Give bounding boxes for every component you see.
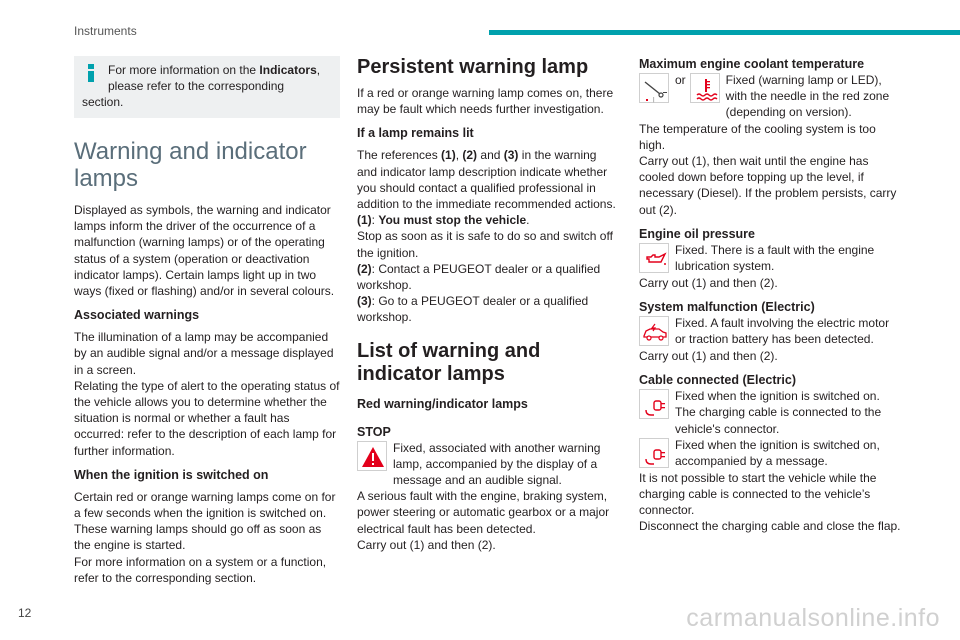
list-heading: List of warning and indicator lamps <box>357 339 541 385</box>
persistent-paragraph: If a red or orange warning lamp comes on, there may be fault which needs further investigation. <box>357 86 614 117</box>
page-number: 12 <box>18 606 32 620</box>
svg-text:|: | <box>653 97 655 103</box>
cable-paragraph-3: Disconnect the charging cable and close the flap. <box>639 519 901 534</box>
red-lamps-heading: Red warning/indicator lamps <box>357 396 528 411</box>
associated-paragraph-1: The illumination of a lamp may be accompanied by an audible signal and/or a message displayed in a screen. <box>74 330 334 377</box>
persistent-heading: Persistent warning lamp <box>357 56 589 78</box>
cable-description-1: Fixed when the ignition is switched on. The charging cable is connected to the vehicle's connector. <box>675 389 882 436</box>
reference-1: (1): You must stop the vehicle. <box>357 213 530 228</box>
oil-pressure-heading: Engine oil pressure <box>639 226 756 241</box>
reference-3: (3): Go to a PEUGEOT dealer or a qualified workshop. <box>357 294 589 325</box>
reference-2: (2): Contact a PEUGEOT dealer or a qualified workshop. <box>357 261 601 293</box>
stop-paragraph-3: Carry out (1) and then (2). <box>357 537 496 552</box>
cable-heading: Cable connected (Electric) <box>639 373 796 388</box>
info-box <box>74 56 340 118</box>
column-3 <box>639 56 901 535</box>
coolant-heading: Maximum engine coolant temperature <box>639 57 865 71</box>
cable-description-2: Fixed when the ignition is switched on, accompanied by a message. <box>675 437 880 469</box>
system-paragraph-2: Carry out (1) and then (2). <box>639 349 778 364</box>
running-header: Instruments <box>74 24 137 38</box>
column-1 <box>74 56 340 586</box>
column-2 <box>357 56 619 553</box>
stop-paragraph-2: A serious fault with the engine, braking system, power steering or automatic gearbox or a major electrical fault has been detected. <box>357 489 610 536</box>
oil-paragraph-2: Carry out (1) and then (2). <box>639 275 778 290</box>
charging-plug-icon-2 <box>639 438 669 468</box>
info-icon <box>88 64 94 82</box>
coolant-paragraph-2: The temperature of the cooling system is too high. <box>639 121 876 152</box>
oil-can-icon <box>639 243 669 273</box>
cable-paragraph-2: It is not possible to start the vehicle while the charging cable is connected to the vehicle’s connector. <box>639 470 877 518</box>
reference-1-text: Stop as soon as it is safe to do so and switch off the ignition. <box>357 229 613 260</box>
system-description: Fixed. A fault involving the electric motor or traction battery has been detected. <box>675 316 890 347</box>
info-text: For more information on the Indicators, please refer to the corresponding <box>108 63 321 93</box>
coolant-description: Fixed (warning lamp or LED), with the needle in the red zone (depending on version). <box>725 73 890 120</box>
stop-description: Fixed, associated with another warning lamp, accompanied by the display of a message and an audible signal. <box>393 440 601 488</box>
intro-paragraph: Displayed as symbols, the warning and indicator lamps inform the driver of the occurrence of a malfunction (warning lamps) or of the operating status of a system (operation or deactivation indicator lamps). Certain lamps light up in two ways (fixed or flashing) and/or in several colours. <box>74 203 335 299</box>
oil-description: Fixed. There is a fault with the engine lubrication system. <box>675 242 875 274</box>
coolant-temperature-icon <box>690 73 720 103</box>
associated-paragraph-2: Relating the type of alert to the operating status of the vehicle allows you to determine whether the situation is normal or whether a fault has occurred: refer to the description of each lamp for further information. <box>74 378 340 458</box>
header-accent-bar <box>489 30 960 35</box>
charging-plug-icon <box>639 389 669 419</box>
coolant-gauge-icon <box>639 73 669 103</box>
section-title: Warning and indicator lamps <box>74 138 307 192</box>
references-paragraph: The references (1), (2) and (3) in the warning and indicator lamp description indicate whether you should contact a qualified professional in addition to the immediate recommended actions. <box>357 148 616 212</box>
ignition-paragraph-1: Certain red or orange warning lamps come on for a few seconds when the ignition is switched on. These warning lamps should go off as soon as the engine is started. <box>74 489 336 553</box>
info-text-tail: section. <box>82 95 124 109</box>
ignition-heading: When the ignition is switched on <box>74 467 269 482</box>
stop-heading: STOP <box>357 424 391 439</box>
or-text: or <box>675 73 686 87</box>
ignition-paragraph-2: For more information on a system or a function, refer to the corresponding section. <box>74 554 327 585</box>
associated-warnings-heading: Associated warnings <box>74 308 200 323</box>
watermark: carmanualsonline.info <box>686 604 940 632</box>
system-malfunction-heading: System malfunction (Electric) <box>639 300 815 315</box>
lamp-lit-heading: If a lamp remains lit <box>357 126 474 141</box>
car-fault-icon <box>639 316 669 346</box>
stop-warning-icon <box>357 441 387 471</box>
coolant-paragraph-3: Carry out (1), then wait until the engine has cooled down before topping up the level, if necessary (Diesel). If the problem persists, carry out (2). <box>639 154 897 217</box>
